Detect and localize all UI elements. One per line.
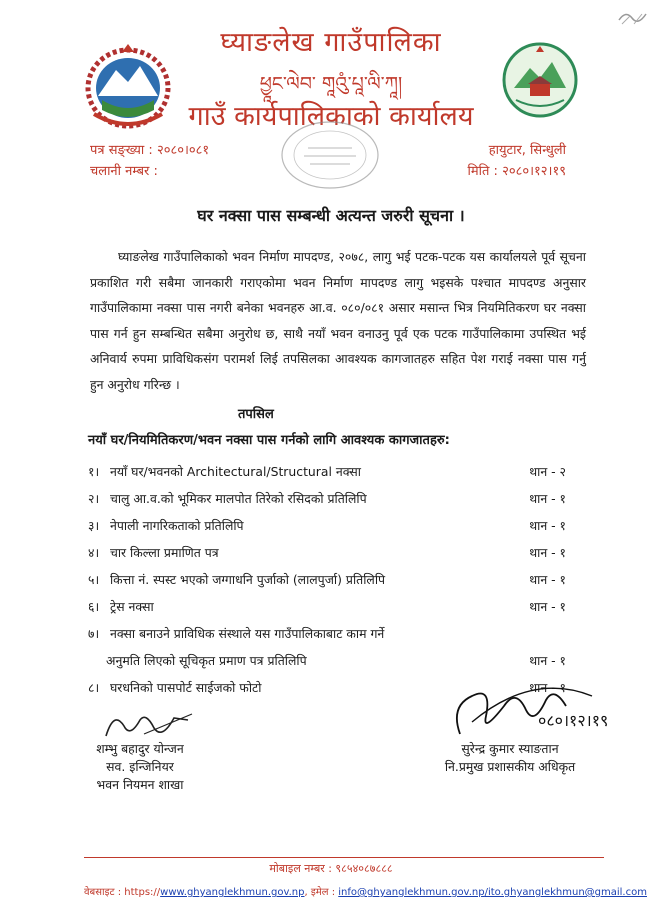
documents-list	[88, 458, 578, 701]
documents-subheading: नयाँ घर/नियमितिकरण/भवन नक्सा पास गर्नको लागि आवश्यक कागजातहरु:	[88, 433, 450, 448]
item-text: घरधनिको पासपोर्ट साईजको फोटो	[109, 680, 262, 695]
footer-contacts	[84, 884, 647, 898]
list-item	[88, 512, 578, 539]
office-location: हायुटार, सिन्धुली	[488, 143, 566, 158]
item-quantity: थान - १	[529, 518, 566, 533]
engineer-section: भवन नियमन शाखा	[96, 777, 184, 792]
notice-body-text: घ्याङलेख गाउँपालिकाको भवन निर्माण मापदण्ड, २०७८, लागु भई पटक-पटक यस कार्यालयले पूर्व सूचना प्रकाशित गरी सबैमा जानकारी गराएकोमा भवन निर्माण मापदण्ड लागु भइसके पश्चात मापदण्ड अनुसार गाउँपालिकामा नक्सा पास नगरी बनेका भवनहरु आ.व. ०८०/०८१ असार मसान्त भित्र नियमितिकरण घर नक्सा पास गर्न हुन सम्बन्धित सबैमा अनुरोध छ, साथै नयाँ भवन वनाउनु पूर्व एक पटक गाउँपालिकामा उपस्थित भई अनिवार्य रुपमा प्राविधिकसंग परामर्श लिई तपसिलका आवश्यक कागजातहरु सहित पेश गराई नक्सा पास गर्नु हुन अनुरोध गरिन्छ ।	[90, 249, 586, 392]
item-number: ८।	[88, 680, 100, 695]
engineer-title: सव. इन्जिनियर	[106, 759, 174, 774]
item-text: चालु आ.व.को भूमिकर मालपोत तिरेको रसिदको प्रतिलिपि	[109, 491, 367, 506]
list-item-continuation	[88, 647, 578, 674]
notice-title: घर नक्सा पास सम्बन्धी अत्यन्त जरुरी सूचना ।	[197, 206, 465, 225]
municipality-name: घ्याङलेख गाउँपालिका	[220, 27, 442, 58]
officer-title: नि.प्रमुख प्रशासकीय अधिकृत	[444, 759, 576, 774]
tapsil-heading: तपसिल	[238, 407, 274, 422]
letter-no: २०८०।०८१	[156, 143, 210, 158]
item-text: ट्रेस नक्सा	[109, 599, 154, 614]
date-value: २०८०।१२।१९	[502, 164, 566, 179]
email-label: , इमेल :	[304, 887, 336, 898]
item-text: कित्ता नं. स्पस्ट भएको जग्गाधनि पुर्जाको (लालपुर्जा) प्रतिलिपि	[109, 572, 386, 587]
footer-divider	[84, 857, 604, 858]
item-text: चार किल्ला प्रमाणित पत्र	[109, 545, 219, 560]
item-quantity: थान - १	[529, 491, 566, 506]
officer-block	[410, 740, 610, 776]
list-item	[88, 485, 578, 512]
item-quantity: थान - १	[529, 545, 566, 560]
item-number: ७।	[88, 626, 100, 641]
signature-date: ०८०।१२।१९	[538, 711, 609, 730]
item-number: ४।	[88, 545, 100, 560]
website-label: वेबसाइट : https://	[84, 887, 161, 898]
notice-body	[90, 244, 586, 397]
dispatch-no-label: चलानी नम्बर :	[90, 164, 158, 179]
reference-block	[90, 140, 209, 182]
item-number: १।	[88, 464, 100, 479]
office-seal-stamp	[278, 118, 382, 192]
list-item	[88, 566, 578, 593]
item-number: ३।	[88, 518, 100, 533]
office-name: गाउँ कार्यपालिकाको कार्यालय	[188, 101, 474, 132]
item-number: २।	[88, 491, 100, 506]
municipality-name-alt-script: ཕྱཱང་ལེབ་ གཱའུཾ་པཱ་ལི་ཀཱ།	[259, 73, 403, 95]
letter-no-label: पत्र सङ्ख्या :	[90, 143, 153, 158]
location-block	[467, 140, 566, 182]
list-item	[88, 620, 578, 647]
engineer-name: शम्भु बहादुर योन्जन	[96, 741, 184, 756]
website-link[interactable]: www.ghyanglekhmun.gov.np	[160, 887, 305, 898]
list-item	[88, 458, 578, 485]
item-quantity: थान - १	[529, 572, 566, 587]
officer-signature	[442, 676, 612, 742]
footer-mobile: मोबाइल नम्बर : ९८५४०८७८८८	[269, 862, 393, 875]
item-quantity: थान - २	[529, 464, 566, 479]
email-link-2[interactable]: /ito.ghyanglekhmun@gmail.com	[484, 887, 647, 898]
list-item	[88, 593, 578, 620]
item-text: अनुमति लिएको सूचिकृत प्रमाण पत्र प्रतिलिपि	[106, 653, 307, 668]
officer-name: सुरेन्द्र कुमार स्याङतान	[461, 741, 559, 756]
item-text: नक्सा बनाउने प्राविधिक संस्थाले यस गाउँपालिकाबाट काम गर्ने	[109, 626, 385, 641]
item-text: नयाँ घर/भवनको Architectural/Structural नक्सा	[109, 464, 361, 479]
item-quantity: थान - १	[529, 653, 566, 668]
item-text: नेपाली नागरिकताको प्रतिलिपि	[109, 518, 244, 533]
item-quantity: थान - १	[529, 680, 566, 695]
date-label: मिति :	[467, 164, 498, 179]
item-quantity: थान - १	[529, 599, 566, 614]
engineer-block	[70, 740, 210, 794]
item-number: ५।	[88, 572, 100, 587]
item-number: ६।	[88, 599, 100, 614]
list-item	[88, 539, 578, 566]
email-link[interactable]: info@ghyanglekhmun.gov.np	[338, 887, 485, 898]
